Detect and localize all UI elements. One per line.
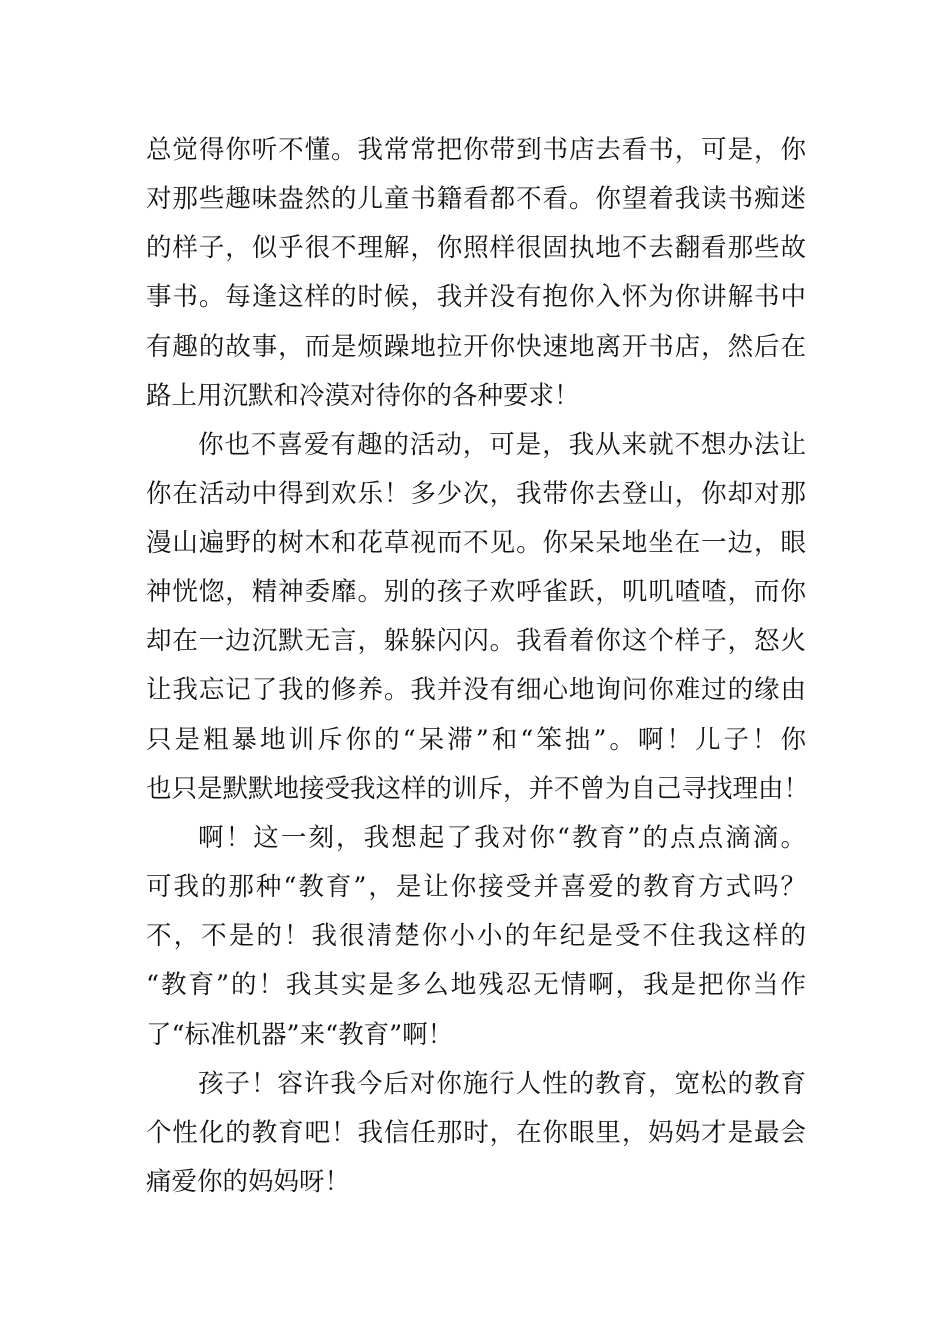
text-line: 也只是默默地接受我这样的训斥，并不曾为自己寻找理由！ xyxy=(146,774,810,804)
text-line: 让我忘记了我的修养。我并没有细心地询问你难过的缘由 xyxy=(146,675,806,705)
text-line: 了“标准机器”来“教育”啊！ xyxy=(146,1020,454,1050)
text-line: 只是粗暴地训斥你的“呆滞”和“笨拙”。啊！儿子！你 xyxy=(146,725,806,755)
text-line: 神恍惚，精神委靡。别的孩子欢呼雀跃，叽叽喳喳，而你 xyxy=(146,577,806,607)
text-line: 你在活动中得到欢乐！多少次，我带你去登山，你却对那 xyxy=(146,479,806,509)
text-line: 路上用沉默和冷漠对待你的各种要求！ xyxy=(146,381,580,411)
paragraph-first-line: 你也不喜爱有趣的活动，可是，我从来就不想办法让 xyxy=(198,430,806,460)
text-line: 漫山遍野的树木和花草视而不见。你呆呆地坐在一边，眼 xyxy=(146,528,806,558)
paragraph-first-line: 啊！这一刻，我想起了我对你“教育”的点点滴滴。 xyxy=(198,823,806,853)
text-line: 总觉得你听不懂。我常常把你带到书店去看书，可是，你 xyxy=(146,135,806,165)
text-line: 的样子，似乎很不理解，你照样很固执地不去翻看那些故 xyxy=(146,233,806,263)
text-line: 事书。每逢这样的时候，我并没有抱你入怀为你讲解书中 xyxy=(146,282,806,312)
text-line: 对那些趣味盎然的儿童书籍看都不看。你望着我读书痴迷 xyxy=(146,184,806,214)
text-line: 却在一边沉默无言，躲躲闪闪。我看着你这个样子，怒火 xyxy=(146,626,806,656)
text-line: 痛爱你的妈妈呀！ xyxy=(146,1167,351,1197)
text-line: “教育”的！我其实是多么地残忍无情啊，我是把你当作 xyxy=(146,970,806,1000)
text-line: 不，不是的！我很清楚你小小的年纪是受不住我这样的 xyxy=(146,921,806,951)
text-line: 个性化的教育吧！我信任那时，在你眼里，妈妈才是最会 xyxy=(146,1118,806,1148)
text-line: 有趣的故事，而是烦躁地拉开你快速地离开书店，然后在 xyxy=(146,332,806,362)
paragraph-first-line: 孩子！容许我今后对你施行人性的教育，宽松的教育 xyxy=(198,1069,806,1099)
text-line: 可我的那种“教育”，是让你接受并喜爱的教育方式吗？ xyxy=(146,872,806,902)
